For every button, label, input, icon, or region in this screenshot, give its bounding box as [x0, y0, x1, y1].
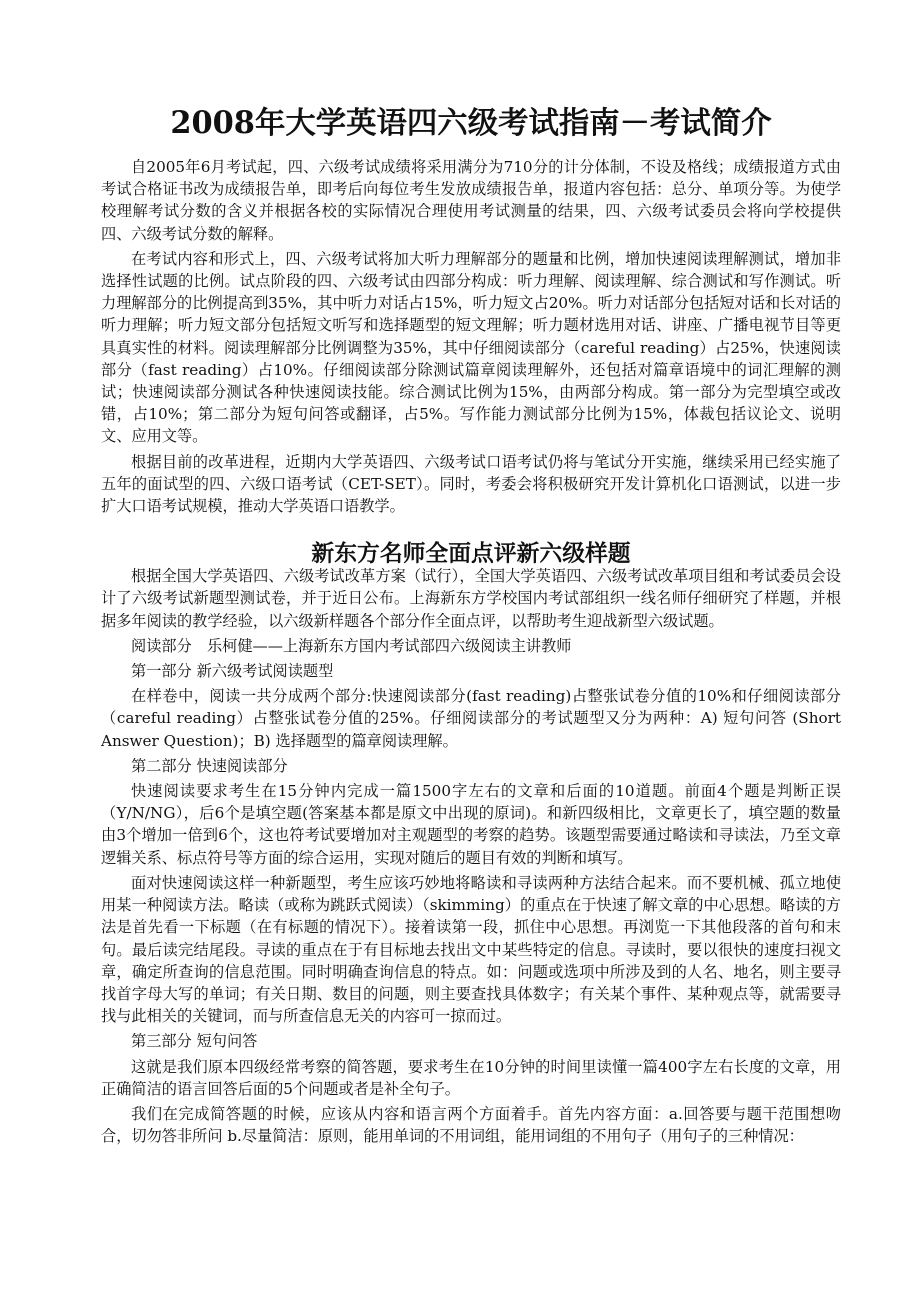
paragraph-answer-tips: 我们在完成简答题的时候，应该从内容和语言两个方面着手。首先内容方面：a.回答要与题干范围想吻合，切勿答非所问 b.尽量简洁：原则，能用单词的不用词组，能用词组的不用句子（用句子的三种情况：: [101, 1104, 841, 1146]
part-heading-3: 第三部分 短句问答: [131, 1032, 258, 1051]
paragraph-reading-structure: 在样卷中，阅读一共分成两个部分:快速阅读部分(fast reading)占整张试卷分值的10%和仔细阅读部分（careful reading）占整张试卷分值的25%。仔细阅读部分的考试题型又分为两种：A) 短句问答 (Short Answer Question)；B) 选择题型的篇章阅读理解。: [101, 687, 841, 750]
paragraph-short-answer: 这就是我们原本四级经常考察的简答题，要求考生在10分钟的时间里读懂一篇400字左右长度的文章，用正确简洁的语言回答后面的5个问题或者是补全句子。: [101, 1057, 841, 1098]
section-subtitle: 新东方名师全面点评新六级样题: [311, 541, 631, 568]
paragraph-skimming-scanning: 面对快速阅读这样一种新题型，考生应该巧妙地将略读和寻读两种方法结合起来。而不要机械、孤立地使用某一种阅读方法。略读（或称为跳跃式阅读）（skimming）的重点在于快速了解文章的中心思想。略读的方法是首先看一下标题（在有标题的情况下）。接着读第一段，抓住中心思想。再浏览一下其他段落的首句和末句。最后读完结尾段。寻读的重点在于有目标地去找出文中某些特定的信息。寻读时，要以很快的速度扫视文章，确定所查询的信息范围。同时明确查询信息的特点。如：问题或选项中所涉及到的人名、地名，则主要寻找首字母大写的单词；有关日期、数目的问题，则主要查找具体数字；有关某个事件、某种观点等，就需要寻找与此相关的关键词，而与所查信息无关的内容可一掠而过。: [101, 873, 841, 1026]
paragraph-fast-reading: 快速阅读要求考生在15分钟内完成一篇1500字左右的文章和后面的10道题。前面4个题是判断正误（Y/N/NG），后6个是填空题(答案基本都是原文中出现的原词)。和新四级相比，文章更长了，填空题的数量由3个增加一倍到6个，这也符考试要增加对主观题型的考察的趋势。该题型需要通过略读和寻读法，乃至文章逻辑关系、标点符号等方面的综合运用，实现对随后的题目有效的判断和填写。: [101, 782, 841, 867]
part-heading-2: 第二部分 快速阅读部分: [131, 756, 288, 775]
spacer: [101, 520, 841, 543]
paragraph-intro: 根据全国大学英语四、六级考试改革方案（试行），全国大学英语四、六级考试改革项目组和考试委员会设计了六级考试新题型测试卷，并于近日公布。上海新东方学校国内考试部组织一线名师仔细研究了样题，并根据多年阅读的教学经验，以六级新样题各个部分作全面点评，以帮助考生迎战新型六级试题。: [101, 567, 841, 630]
paragraph-author-line: 阅读部分 乐柯健——上海新东方国内考试部四六级阅读主讲教师: [131, 636, 572, 655]
paragraph-score-system: 自2005年6月考试起，四、六级考试成绩将采用满分为710分的计分体制，不设及格线；成绩报道方式由考试合格证书改为成绩报告单，即考后向每位考生发放成绩报告单，报道内容包括：总分、单项分等。为使学校理解考试分数的含义并根据各校的实际情况合理使用考试测量的结果，四、六级考试委员会将向学校提供四、六级考试分数的解释。: [101, 158, 841, 243]
document-page: [101, 105, 841, 1150]
document-title: 2008年大学英语四六级考试指南－考试简介: [170, 105, 772, 141]
paragraph-exam-content: 在考试内容和形式上，四、六级考试将加大听力理解部分的题量和比例，增加快速阅读理解测试，增加非选择性试题的比例。试点阶段的四、六级考试由四部分构成：听力理解、阅读理解、综合测试和写作测试。听力理解部分的比例提高到35%，其中听力对话占15%，听力短文占20%。听力对话部分包括短对话和长对话的听力理解；听力短文部分包括短文听写和选择题型的短文理解；听力题材选用对话、讲座、广播电视节目等更具真实性的材料。阅读理解部分比例调整为35%，其中仔细阅读部分（careful reading）占25%，快速阅读部分（fast reading）占10%。仔细阅读部分除测试篇章阅读理解外，还包括对篇章语境中的词汇理解的测试；快速阅读部分测试各种快速阅读技能。综合测试比例为15%，由两部分构成。第一部分为完型填空或改错，占10%；第二部分为短句问答或翻译，占5%。写作能力测试部分比例为15%，体裁包括议论文、说明文、应用文等。: [101, 249, 841, 446]
part-heading-1: 第一部分 新六级考试阅读题型: [131, 662, 334, 681]
paragraph-oral-exam: 根据目前的改革进程，近期内大学英语四、六级考试口语考试仍将与笔试分开实施，继续采用已经实施了五年的面试型的四、六级口语考试（CET-SET）。同时，考委会将积极研究开发计算机化口语测试，以进一步扩大口语考试规模，推动大学英语口语教学。: [101, 452, 841, 516]
